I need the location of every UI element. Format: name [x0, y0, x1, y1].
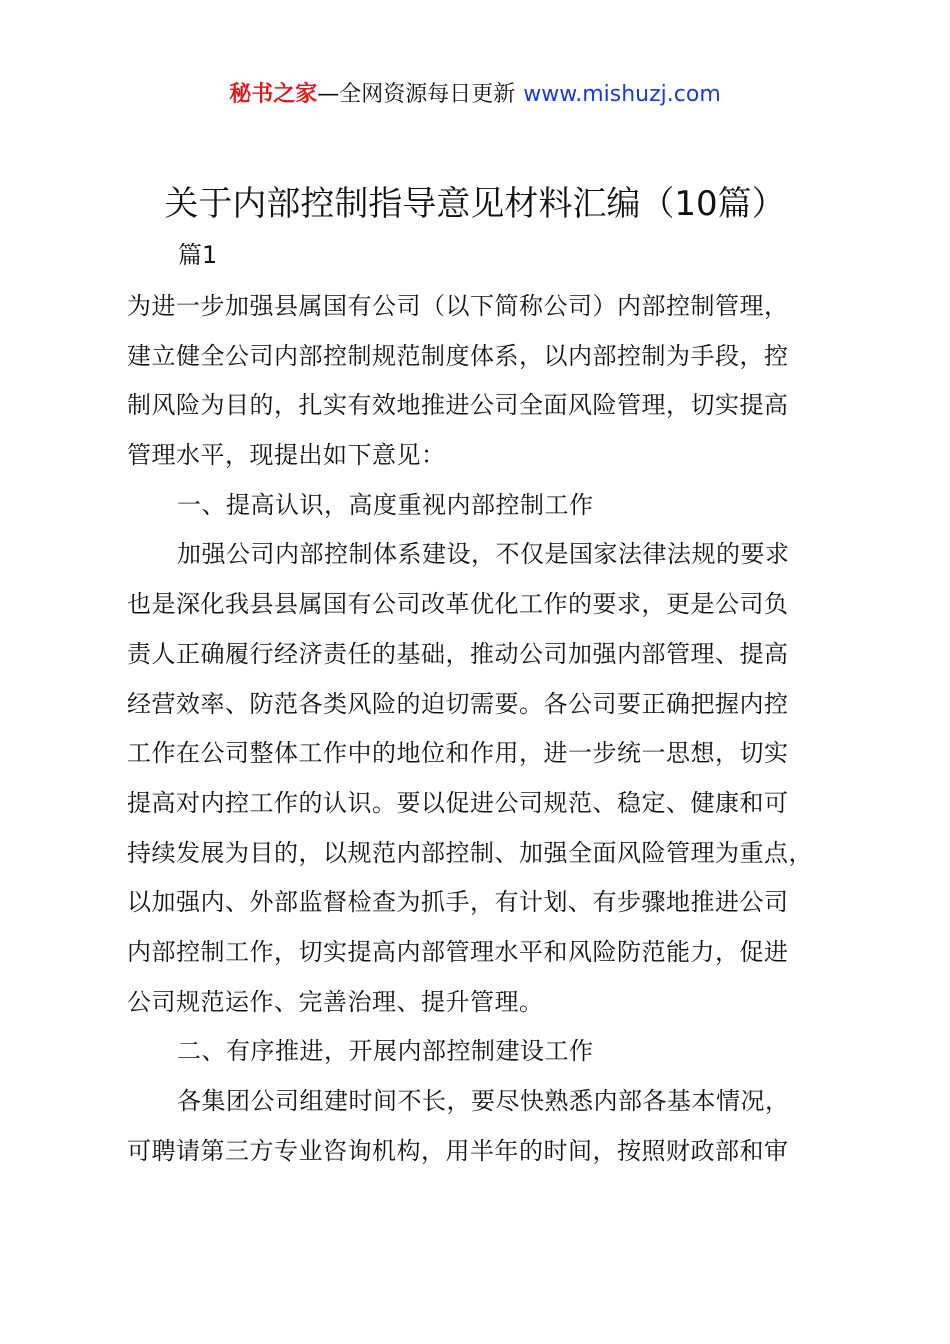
body-line: 建立健全公司内部控制规范制度体系，以内部控制为手段，控 — [127, 341, 789, 370]
body-line: 制风险为目的，扎实有效地推进公司全面风险管理，切实提高 — [127, 391, 789, 420]
body-line: 以加强内、外部监督检查为抓手，有计划、有步骤地推进公司 — [127, 888, 789, 917]
header-tagline: —全网资源每日更新 — [317, 82, 516, 107]
body-line: 加强公司内部控制体系建设，不仅是国家法律法规的要求 — [177, 540, 790, 569]
body-line: 责人正确履行经济责任的基础，推动公司加强内部管理、提高 — [127, 639, 789, 668]
document-body — [127, 282, 837, 1176]
chapter-label: 篇1 — [178, 241, 218, 269]
site-url[interactable]: www.mishuzj.com — [523, 82, 721, 107]
brand-name: 秘书之家 — [229, 82, 318, 107]
body-line: 提高对内控工作的认识。要以促进公司规范、稳定、健康和可 — [127, 788, 789, 817]
body-line: 持续发展为目的，以规范内部控制、加强全面风险管理为重点， — [127, 838, 813, 867]
body-line: 公司规范运作、完善治理、提升管理。 — [127, 987, 544, 1016]
site-header — [0, 80, 950, 110]
body-line: 为进一步加强县属国有公司（以下简称公司）内部控制管理， — [127, 292, 789, 320]
body-line: 可聘请第三方专业咨询机构，用半年的时间，按照财政部和审 — [127, 1136, 789, 1165]
document-title: 关于内部控制指导意见材料汇编（10篇） — [164, 184, 786, 224]
body-line: 也是深化我县县属国有公司改革优化工作的要求，更是公司负 — [127, 590, 789, 619]
section-heading-1: 一、提高认识，高度重视内部控制工作 — [177, 490, 594, 519]
body-line: 各集团公司组建时间不长，要尽快熟悉内部各基本情况， — [177, 1087, 790, 1115]
body-line: 工作在公司整体工作中的地位和作用，进一步统一思想，切实 — [127, 739, 789, 768]
body-line: 管理水平，现提出如下意见： — [127, 441, 446, 470]
body-line: 内部控制工作，切实提高内部管理水平和风险防范能力，促进 — [127, 937, 789, 966]
body-line: 经营效率、防范各类风险的迫切需要。各公司要正确把握内控 — [127, 689, 789, 718]
section-heading-2: 二、有序推进，开展内部控制建设工作 — [177, 1037, 594, 1066]
